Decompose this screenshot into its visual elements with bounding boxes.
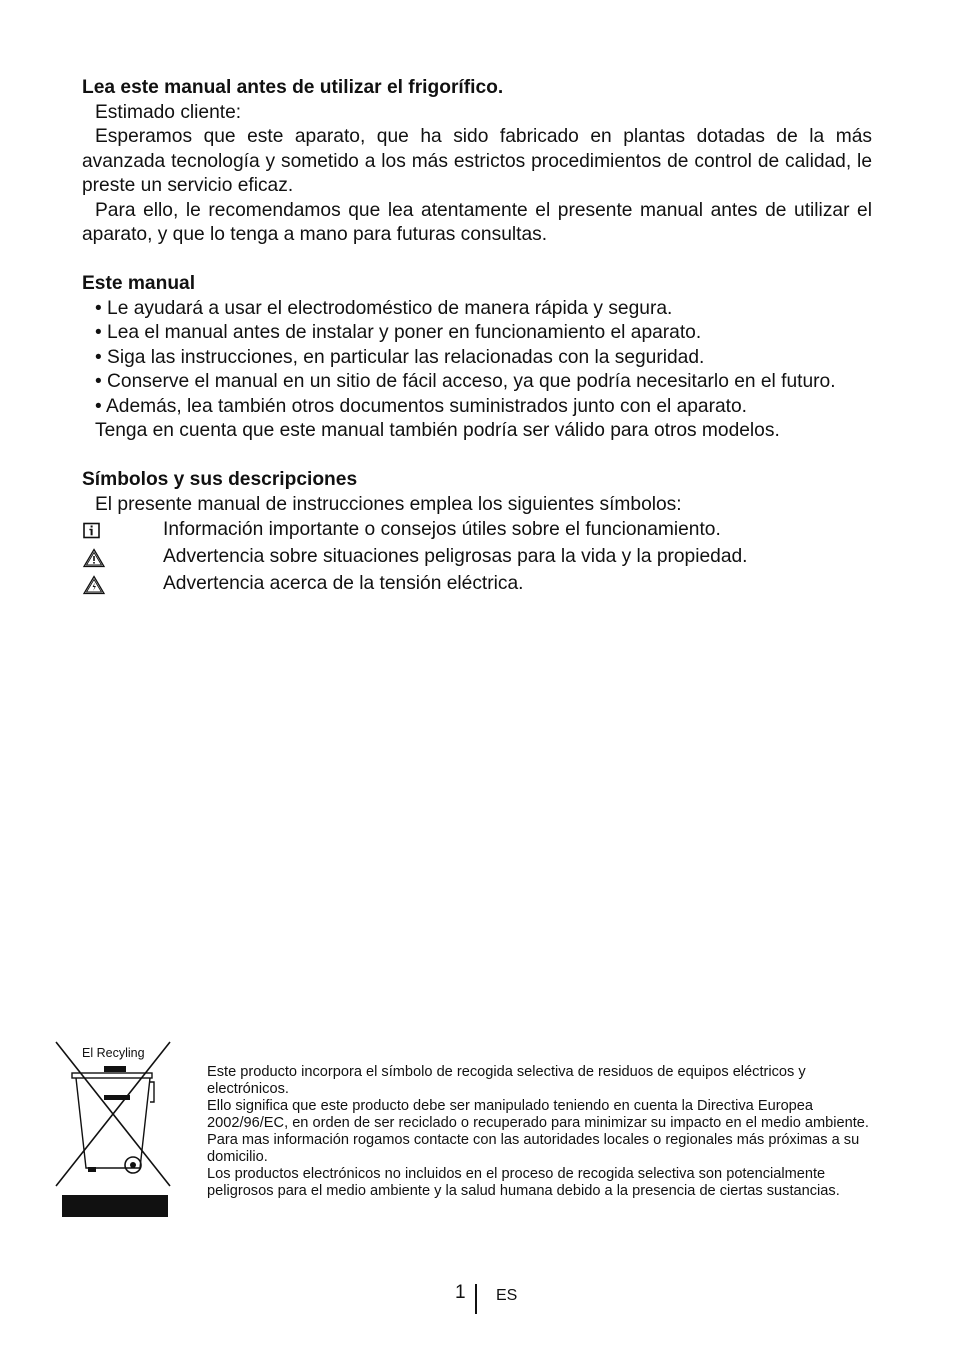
symbol-description: Advertencia acerca de la tensión eléctrica. — [163, 573, 524, 595]
intro-paragraph-2: Para ello, le recomendamos que lea atentamente el presente manual antes de utilizar el aparato, y que lo tenga a mano para futuras consultas. — [82, 199, 872, 245]
language-code: ES — [496, 1287, 518, 1304]
manual-heading: Este manual — [82, 273, 196, 294]
manual-bullet: • Lea el manual antes de instalar y poner en funcionamiento el aparato. — [95, 322, 702, 343]
symbol-row-electric — [82, 571, 872, 598]
recycling-notice — [207, 1064, 871, 1200]
manual-bullet: • Le ayudará a usar el electrodoméstico de manera rápida y segura. — [95, 297, 673, 319]
warning-icon — [82, 548, 163, 568]
recycling-line: Ello significa que este producto debe ser manipulado teniendo en cuenta la Directiva Europea 2002/96/EC, en orden de ser reciclado o recuperado para minimizar su impacto en el medio ambiente. Para mas información rogamos contacte con las autoridades locales o regionales más próximas a su domicilio. — [207, 1098, 869, 1165]
manual-bullet: • Además, lea también otros documentos suministrados junto con el aparato. — [95, 395, 747, 417]
manual-bullet: • Siga las instrucciones, en particular las relacionadas con la seguridad. — [95, 346, 705, 368]
manual-bullet: • Conserve el manual en un sitio de fácil acceso, ya que podría necesitarlo en el futuro. — [95, 371, 836, 392]
recycling-symbol — [54, 1040, 172, 1218]
recycling-bar — [62, 1195, 168, 1217]
symbol-description: Información importante o consejos útiles sobre el funcionamiento. — [163, 519, 721, 541]
info-icon — [82, 522, 163, 540]
recycling-label: El Recyling — [82, 1046, 145, 1060]
page-number: 1 — [455, 1282, 466, 1303]
symbols-intro: El presente manual de instrucciones emplea los siguientes símbolos: — [95, 493, 682, 515]
greeting: Estimado cliente: — [95, 101, 242, 123]
recycling-line: Este producto incorpora el símbolo de recogida selectiva de residuos de equipos eléctricos y electrónicos. — [207, 1064, 806, 1097]
intro-heading: Lea este manual antes de utilizar el frigorífico. — [82, 77, 504, 98]
symbols-heading: Símbolos y sus descripciones — [82, 469, 358, 490]
footer-divider — [475, 1284, 477, 1314]
manual-note: Tenga en cuenta que este manual también podría ser válido para otros modelos. — [95, 420, 780, 441]
recycling-line: Los productos electrónicos no incluidos en el proceso de recogida selectiva son potencialmente peligrosos para el medio ambiente y la salud humana debido a la presencia de ciertas sustancias. — [207, 1166, 840, 1199]
manual-page — [82, 76, 872, 598]
crossed-out-bin-icon — [54, 1040, 172, 1192]
symbol-description: Advertencia sobre situaciones peligrosas para la vida y la propiedad. — [163, 546, 748, 568]
symbol-row-warning — [82, 544, 872, 571]
electric-warning-icon — [82, 575, 163, 595]
intro-paragraph-1: Esperamos que este aparato, que ha sido fabricado en plantas dotadas de la más avanzada tecnología y sometido a los más estrictos procedimientos de control de calidad, le preste un servicio eficaz. — [82, 126, 872, 196]
symbol-row-info — [82, 517, 872, 544]
